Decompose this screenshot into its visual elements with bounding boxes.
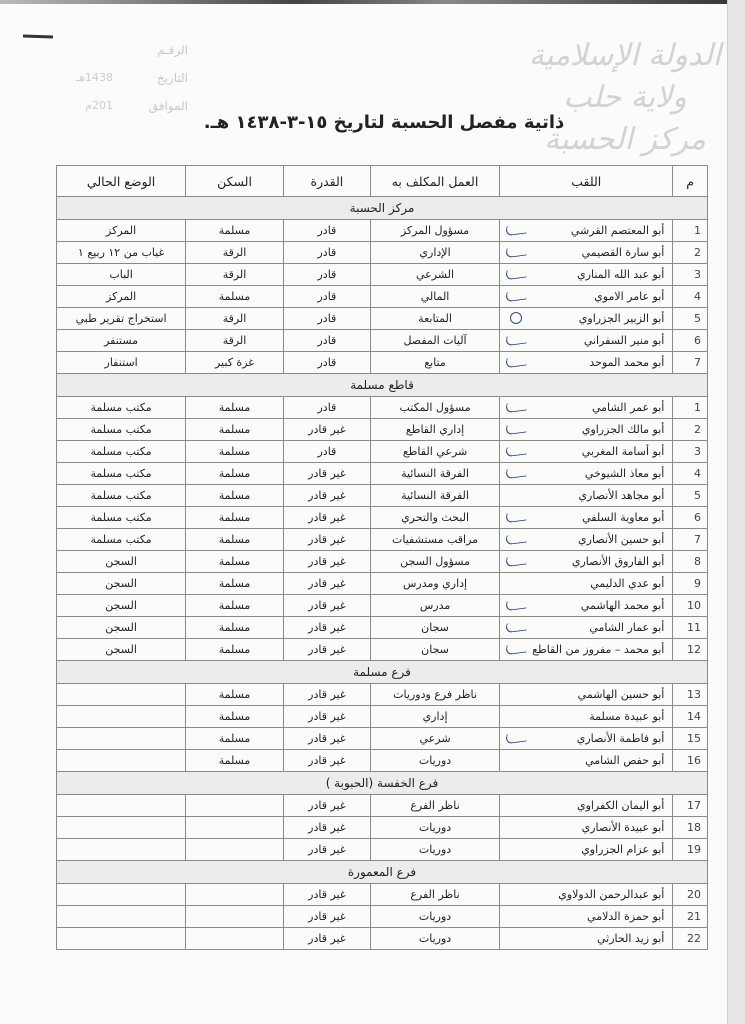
cell-residence — [186, 928, 284, 950]
cell-name — [500, 286, 673, 308]
person-name: أبو عامر الاموي — [594, 290, 665, 303]
table-row — [57, 529, 708, 551]
cell-name — [500, 750, 673, 772]
cell-job: ناظر الفرع — [370, 795, 499, 817]
header-ability: القدرة — [283, 166, 370, 197]
table-row — [57, 639, 708, 661]
cell-name — [500, 617, 673, 639]
table-row — [57, 264, 708, 286]
cell-job: مسؤول المركز — [370, 220, 499, 242]
cell-status: السجن — [57, 551, 186, 573]
table-row — [57, 220, 708, 242]
header-num: م — [673, 166, 708, 197]
cell-num: 5 — [673, 308, 708, 330]
cell-name — [500, 242, 673, 264]
table-row — [57, 906, 708, 928]
cell-num: 5 — [673, 485, 708, 507]
cell-ability: قادر — [283, 397, 370, 419]
cell-num: 16 — [673, 750, 708, 772]
person-name: أبو عمار الشامي — [589, 621, 665, 634]
cell-status: مكتب مسلمة — [57, 507, 186, 529]
cell-ability: غير قادر — [283, 639, 370, 661]
cell-ability: غير قادر — [283, 507, 370, 529]
handwritten-check-icon — [505, 533, 529, 546]
cell-name — [500, 220, 673, 242]
cell-name — [500, 884, 673, 906]
letterhead-label-date: التاريخ 1438هـ — [128, 64, 188, 92]
section-header-row — [57, 661, 708, 684]
person-name: أبو حمزة الدلامي — [587, 910, 665, 923]
handwritten-check-icon — [505, 467, 529, 480]
table-row — [57, 485, 708, 507]
letterhead-date-value: 1438هـ — [75, 71, 113, 84]
cell-num: 6 — [673, 330, 708, 352]
cell-residence: الرقة — [186, 242, 284, 264]
handwritten-check-icon — [505, 356, 529, 369]
person-name: أبو مالك الجزراوي — [581, 423, 665, 436]
cell-num: 10 — [673, 595, 708, 617]
handwritten-circle-icon — [510, 312, 522, 324]
person-name: أبو عمر الشامي — [591, 401, 665, 414]
cell-status: مستنفر — [57, 330, 186, 352]
person-name: أبو زيد الحارثي — [597, 932, 665, 945]
cell-name — [500, 397, 673, 419]
cell-residence: مسلمة — [186, 573, 284, 595]
cell-name — [500, 551, 673, 573]
cell-name — [500, 485, 673, 507]
scan-top-edge — [0, 0, 745, 4]
cell-residence: مسلمة — [186, 684, 284, 706]
person-name: أبو منير السفراني — [583, 334, 665, 347]
cell-ability: غير قادر — [283, 419, 370, 441]
cell-job: ناظر الفرع — [370, 884, 499, 906]
cell-name — [500, 419, 673, 441]
cell-residence — [186, 839, 284, 861]
person-name: أبو الزبير الجزراوي — [578, 312, 665, 325]
cell-name — [500, 906, 673, 928]
cell-ability: غير قادر — [283, 529, 370, 551]
person-name: أبو حفص الشامي — [585, 754, 665, 767]
cell-ability: غير قادر — [283, 706, 370, 728]
cell-ability: غير قادر — [283, 728, 370, 750]
cell-residence: مسلمة — [186, 750, 284, 772]
cell-residence — [186, 817, 284, 839]
cell-num: 19 — [673, 839, 708, 861]
cell-ability: قادر — [283, 264, 370, 286]
cell-job: آليات المفصل — [370, 330, 499, 352]
person-name: أبو المعتصم القرشي — [570, 224, 665, 237]
cell-ability: غير قادر — [283, 595, 370, 617]
cell-job: الإداري — [370, 242, 499, 264]
table-row — [57, 617, 708, 639]
cell-status: السجن — [57, 573, 186, 595]
cell-job: مسؤول المكتب — [370, 397, 499, 419]
cell-job: مراقب مستشفيات — [370, 529, 499, 551]
cell-num: 2 — [673, 242, 708, 264]
cell-ability: قادر — [283, 220, 370, 242]
cell-job: الشرعي — [370, 264, 499, 286]
table-row — [57, 286, 708, 308]
cell-status: مكتب مسلمة — [57, 397, 186, 419]
cell-ability: غير قادر — [283, 573, 370, 595]
person-name: أبو معاوية السلفي — [582, 511, 665, 524]
table-row — [57, 463, 708, 485]
cell-job: إداري — [370, 706, 499, 728]
cell-status: مكتب مسلمة — [57, 463, 186, 485]
cell-ability: قادر — [283, 352, 370, 374]
person-name: أبو أسامة المغربي — [581, 445, 665, 458]
cell-status — [57, 839, 186, 861]
cell-num: 13 — [673, 684, 708, 706]
handwritten-check-icon — [505, 423, 529, 436]
cell-residence: مسلمة — [186, 551, 284, 573]
cell-status: مكتب مسلمة — [57, 485, 186, 507]
letterhead-stamp-watermark — [520, 35, 730, 161]
table-row — [57, 551, 708, 573]
letterhead-label-corresponding: الموافق 201م — [128, 92, 188, 120]
cell-residence: غزة كبير — [186, 352, 284, 374]
cell-status: السجن — [57, 639, 186, 661]
table-row — [57, 795, 708, 817]
cell-ability: غير قادر — [283, 906, 370, 928]
cell-job: إداري القاطع — [370, 419, 499, 441]
table-row — [57, 507, 708, 529]
handwritten-check-icon — [505, 643, 529, 656]
cell-job: شرعي — [370, 728, 499, 750]
person-name: أبو محمد الهاشمي — [580, 599, 665, 612]
cell-num: 1 — [673, 397, 708, 419]
cell-ability: قادر — [283, 330, 370, 352]
cell-num: 8 — [673, 551, 708, 573]
table-row — [57, 928, 708, 950]
table-row — [57, 684, 708, 706]
cell-status — [57, 750, 186, 772]
person-name: أبو عبدالرحمن الدولاوي — [558, 888, 665, 901]
person-name: أبو الفاروق الأنصاري — [571, 555, 665, 568]
cell-num: 11 — [673, 617, 708, 639]
person-name: أبو عبيدة مسلمة — [589, 710, 665, 723]
section-header-row — [57, 861, 708, 884]
cell-residence: مسلمة — [186, 220, 284, 242]
cell-residence: مسلمة — [186, 419, 284, 441]
cell-name — [500, 352, 673, 374]
cell-status: مكتب مسلمة — [57, 529, 186, 551]
cell-ability: غير قادر — [283, 839, 370, 861]
header-job: العمل المكلف به — [370, 166, 499, 197]
cell-residence: مسلمة — [186, 397, 284, 419]
cell-status: استنفار — [57, 352, 186, 374]
cell-residence: مسلمة — [186, 485, 284, 507]
personnel-table — [56, 165, 708, 950]
handwritten-check-icon — [505, 334, 529, 347]
cell-job: ناظر فرع ودوريات — [370, 684, 499, 706]
cell-status: غياب من ١٢ ربيع ١ — [57, 242, 186, 264]
cell-status — [57, 817, 186, 839]
cell-num: 17 — [673, 795, 708, 817]
cell-name — [500, 928, 673, 950]
handwritten-check-icon — [505, 268, 529, 281]
letterhead-fields — [75, 36, 188, 120]
cell-residence — [186, 906, 284, 928]
handwritten-check-icon — [505, 732, 529, 745]
stamp-line: ولاية حلب — [563, 80, 687, 115]
handwritten-check-icon — [505, 401, 529, 414]
cell-residence: مسلمة — [186, 617, 284, 639]
header-residence: السكن — [186, 166, 284, 197]
cell-job: سجان — [370, 617, 499, 639]
handwritten-check-icon — [505, 290, 529, 303]
cell-ability: قادر — [283, 242, 370, 264]
cell-name — [500, 639, 673, 661]
cell-ability: غير قادر — [283, 617, 370, 639]
cell-status: السجن — [57, 617, 186, 639]
section-title: فرع الخفسة (الحبوبة ) — [57, 772, 708, 795]
cell-job: دوريات — [370, 839, 499, 861]
table-row — [57, 573, 708, 595]
cell-residence: مسلمة — [186, 463, 284, 485]
table-row — [57, 706, 708, 728]
cell-status — [57, 728, 186, 750]
cell-job: دوريات — [370, 750, 499, 772]
table-row — [57, 352, 708, 374]
cell-num: 3 — [673, 441, 708, 463]
cell-job: دوريات — [370, 817, 499, 839]
table-row — [57, 817, 708, 839]
cell-name — [500, 839, 673, 861]
cell-name — [500, 684, 673, 706]
person-name: أبو اليمان الكفراوي — [576, 799, 665, 812]
cell-status: مكتب مسلمة — [57, 419, 186, 441]
cell-job: الفرقة النسائية — [370, 485, 499, 507]
table-body — [57, 197, 708, 950]
table-row — [57, 728, 708, 750]
handwritten-check-icon — [505, 599, 529, 612]
cell-num: 7 — [673, 529, 708, 551]
cell-name — [500, 795, 673, 817]
cell-residence: مسلمة — [186, 529, 284, 551]
person-name: أبو حسين الأنصاري — [578, 533, 665, 546]
cell-residence: مسلمة — [186, 728, 284, 750]
cell-ability: غير قادر — [283, 684, 370, 706]
cell-ability: غير قادر — [283, 817, 370, 839]
handwritten-check-icon — [505, 511, 529, 524]
section-title: مركز الحسبة — [57, 197, 708, 220]
cell-residence: الرقة — [186, 330, 284, 352]
table-row — [57, 419, 708, 441]
letterhead-label-number: الرقـم — [157, 43, 188, 57]
cell-residence — [186, 795, 284, 817]
cell-status — [57, 928, 186, 950]
cell-status — [57, 795, 186, 817]
table-row — [57, 750, 708, 772]
table-row — [57, 595, 708, 617]
cell-job: مسؤول السجن — [370, 551, 499, 573]
table-row — [57, 397, 708, 419]
cell-num: 6 — [673, 507, 708, 529]
person-name: أبو عدي الدليمي — [590, 577, 665, 590]
cell-status — [57, 706, 186, 728]
section-header-row — [57, 374, 708, 397]
cell-residence: مسلمة — [186, 595, 284, 617]
document-title: ذاتية مفصل الحسبة لتاريخ ١٥-٣-١٤٣٨ هـ. — [203, 112, 565, 133]
cell-num: 14 — [673, 706, 708, 728]
table-row — [57, 330, 708, 352]
cell-job: دوريات — [370, 928, 499, 950]
cell-residence — [186, 884, 284, 906]
cell-num: 3 — [673, 264, 708, 286]
cell-ability: قادر — [283, 286, 370, 308]
cell-name — [500, 330, 673, 352]
cell-job: متابع — [370, 352, 499, 374]
person-name: أبو مجاهد الأنصاري — [578, 489, 665, 502]
table-row — [57, 242, 708, 264]
cell-name — [500, 706, 673, 728]
cell-num: 18 — [673, 817, 708, 839]
table-row — [57, 839, 708, 861]
cell-residence: مسلمة — [186, 441, 284, 463]
scan-right-edge — [727, 0, 745, 1024]
person-name: أبو حسين الهاشمي — [577, 688, 665, 701]
cell-residence: الرقة — [186, 308, 284, 330]
person-name: أبو عزام الجزراوي — [581, 843, 665, 856]
cell-residence: مسلمة — [186, 286, 284, 308]
cell-ability: غير قادر — [283, 551, 370, 573]
cell-job: سجان — [370, 639, 499, 661]
cell-num: 22 — [673, 928, 708, 950]
cell-name — [500, 463, 673, 485]
cell-num: 4 — [673, 463, 708, 485]
cell-name — [500, 595, 673, 617]
cell-name — [500, 441, 673, 463]
stamp-line: مركز الحسبة — [544, 122, 706, 157]
person-name: أبو عبيدة الأنصاري — [581, 821, 665, 834]
cell-status: المركز — [57, 286, 186, 308]
stamp-line: الدولة الإسلامية — [528, 38, 722, 73]
cell-residence: مسلمة — [186, 706, 284, 728]
person-name: أبو سارة القصيمي — [581, 246, 665, 259]
cell-ability: غير قادر — [283, 795, 370, 817]
cell-num: 21 — [673, 906, 708, 928]
cell-num: 1 — [673, 220, 708, 242]
table-row — [57, 308, 708, 330]
person-name: أبو محمد الموحد — [589, 356, 665, 369]
cell-num: 9 — [673, 573, 708, 595]
cell-residence: مسلمة — [186, 507, 284, 529]
handwritten-check-icon — [505, 246, 529, 259]
table-header-row — [57, 166, 708, 197]
person-name: أبو عبد الله المناري — [577, 268, 665, 281]
handwritten-check-icon — [505, 224, 529, 237]
cell-ability: غير قادر — [283, 463, 370, 485]
section-title: فرع المعمورة — [57, 861, 708, 884]
cell-status — [57, 684, 186, 706]
header-status: الوضع الحالي — [57, 166, 186, 197]
section-title: فرع مسلمة — [57, 661, 708, 684]
cell-residence: مسلمة — [186, 639, 284, 661]
cell-ability: غير قادر — [283, 884, 370, 906]
table-row — [57, 441, 708, 463]
section-title: قاطع مسلمة — [57, 374, 708, 397]
cell-name — [500, 264, 673, 286]
cell-name — [500, 308, 673, 330]
cell-num: 15 — [673, 728, 708, 750]
person-name: أبو فاطمة الأنصاري — [576, 732, 665, 745]
cell-status — [57, 906, 186, 928]
section-header-row — [57, 772, 708, 795]
person-name: أبو محمد – مفروز من القاطع — [532, 643, 665, 656]
handwritten-check-icon — [505, 621, 529, 634]
letterhead-corresponding-value: 201م — [85, 99, 113, 112]
cell-num: 20 — [673, 884, 708, 906]
cell-name — [500, 529, 673, 551]
cell-status: مكتب مسلمة — [57, 441, 186, 463]
cell-status: الباب — [57, 264, 186, 286]
cell-ability: غير قادر — [283, 485, 370, 507]
cell-status — [57, 884, 186, 906]
cell-status: استخراج تقرير طبي — [57, 308, 186, 330]
cell-job: دوريات — [370, 906, 499, 928]
handwritten-check-icon — [505, 445, 529, 458]
cell-ability: غير قادر — [283, 928, 370, 950]
header-name: اللقب — [500, 166, 673, 197]
section-header-row — [57, 197, 708, 220]
cell-ability: قادر — [283, 308, 370, 330]
cell-job: مدرس — [370, 595, 499, 617]
cell-residence: الرقة — [186, 264, 284, 286]
table-row — [57, 884, 708, 906]
cell-num: 12 — [673, 639, 708, 661]
cell-ability: قادر — [283, 441, 370, 463]
cell-num: 4 — [673, 286, 708, 308]
cell-ability: غير قادر — [283, 750, 370, 772]
person-name: أبو معاذ الشيوخي — [584, 467, 665, 480]
cell-status: السجن — [57, 595, 186, 617]
cell-num: 7 — [673, 352, 708, 374]
cell-name — [500, 728, 673, 750]
cell-job: البحث والتحري — [370, 507, 499, 529]
cell-status: المركز — [57, 220, 186, 242]
cell-name — [500, 507, 673, 529]
cell-job: المالي — [370, 286, 499, 308]
cell-job: الفرقة النسائية — [370, 463, 499, 485]
cell-num: 2 — [673, 419, 708, 441]
handwritten-check-icon — [505, 555, 529, 568]
cell-name — [500, 573, 673, 595]
pen-stroke — [23, 34, 53, 38]
cell-name — [500, 817, 673, 839]
cell-job: شرعي القاطع — [370, 441, 499, 463]
cell-job: إداري ومدرس — [370, 573, 499, 595]
cell-job: المتابعة — [370, 308, 499, 330]
